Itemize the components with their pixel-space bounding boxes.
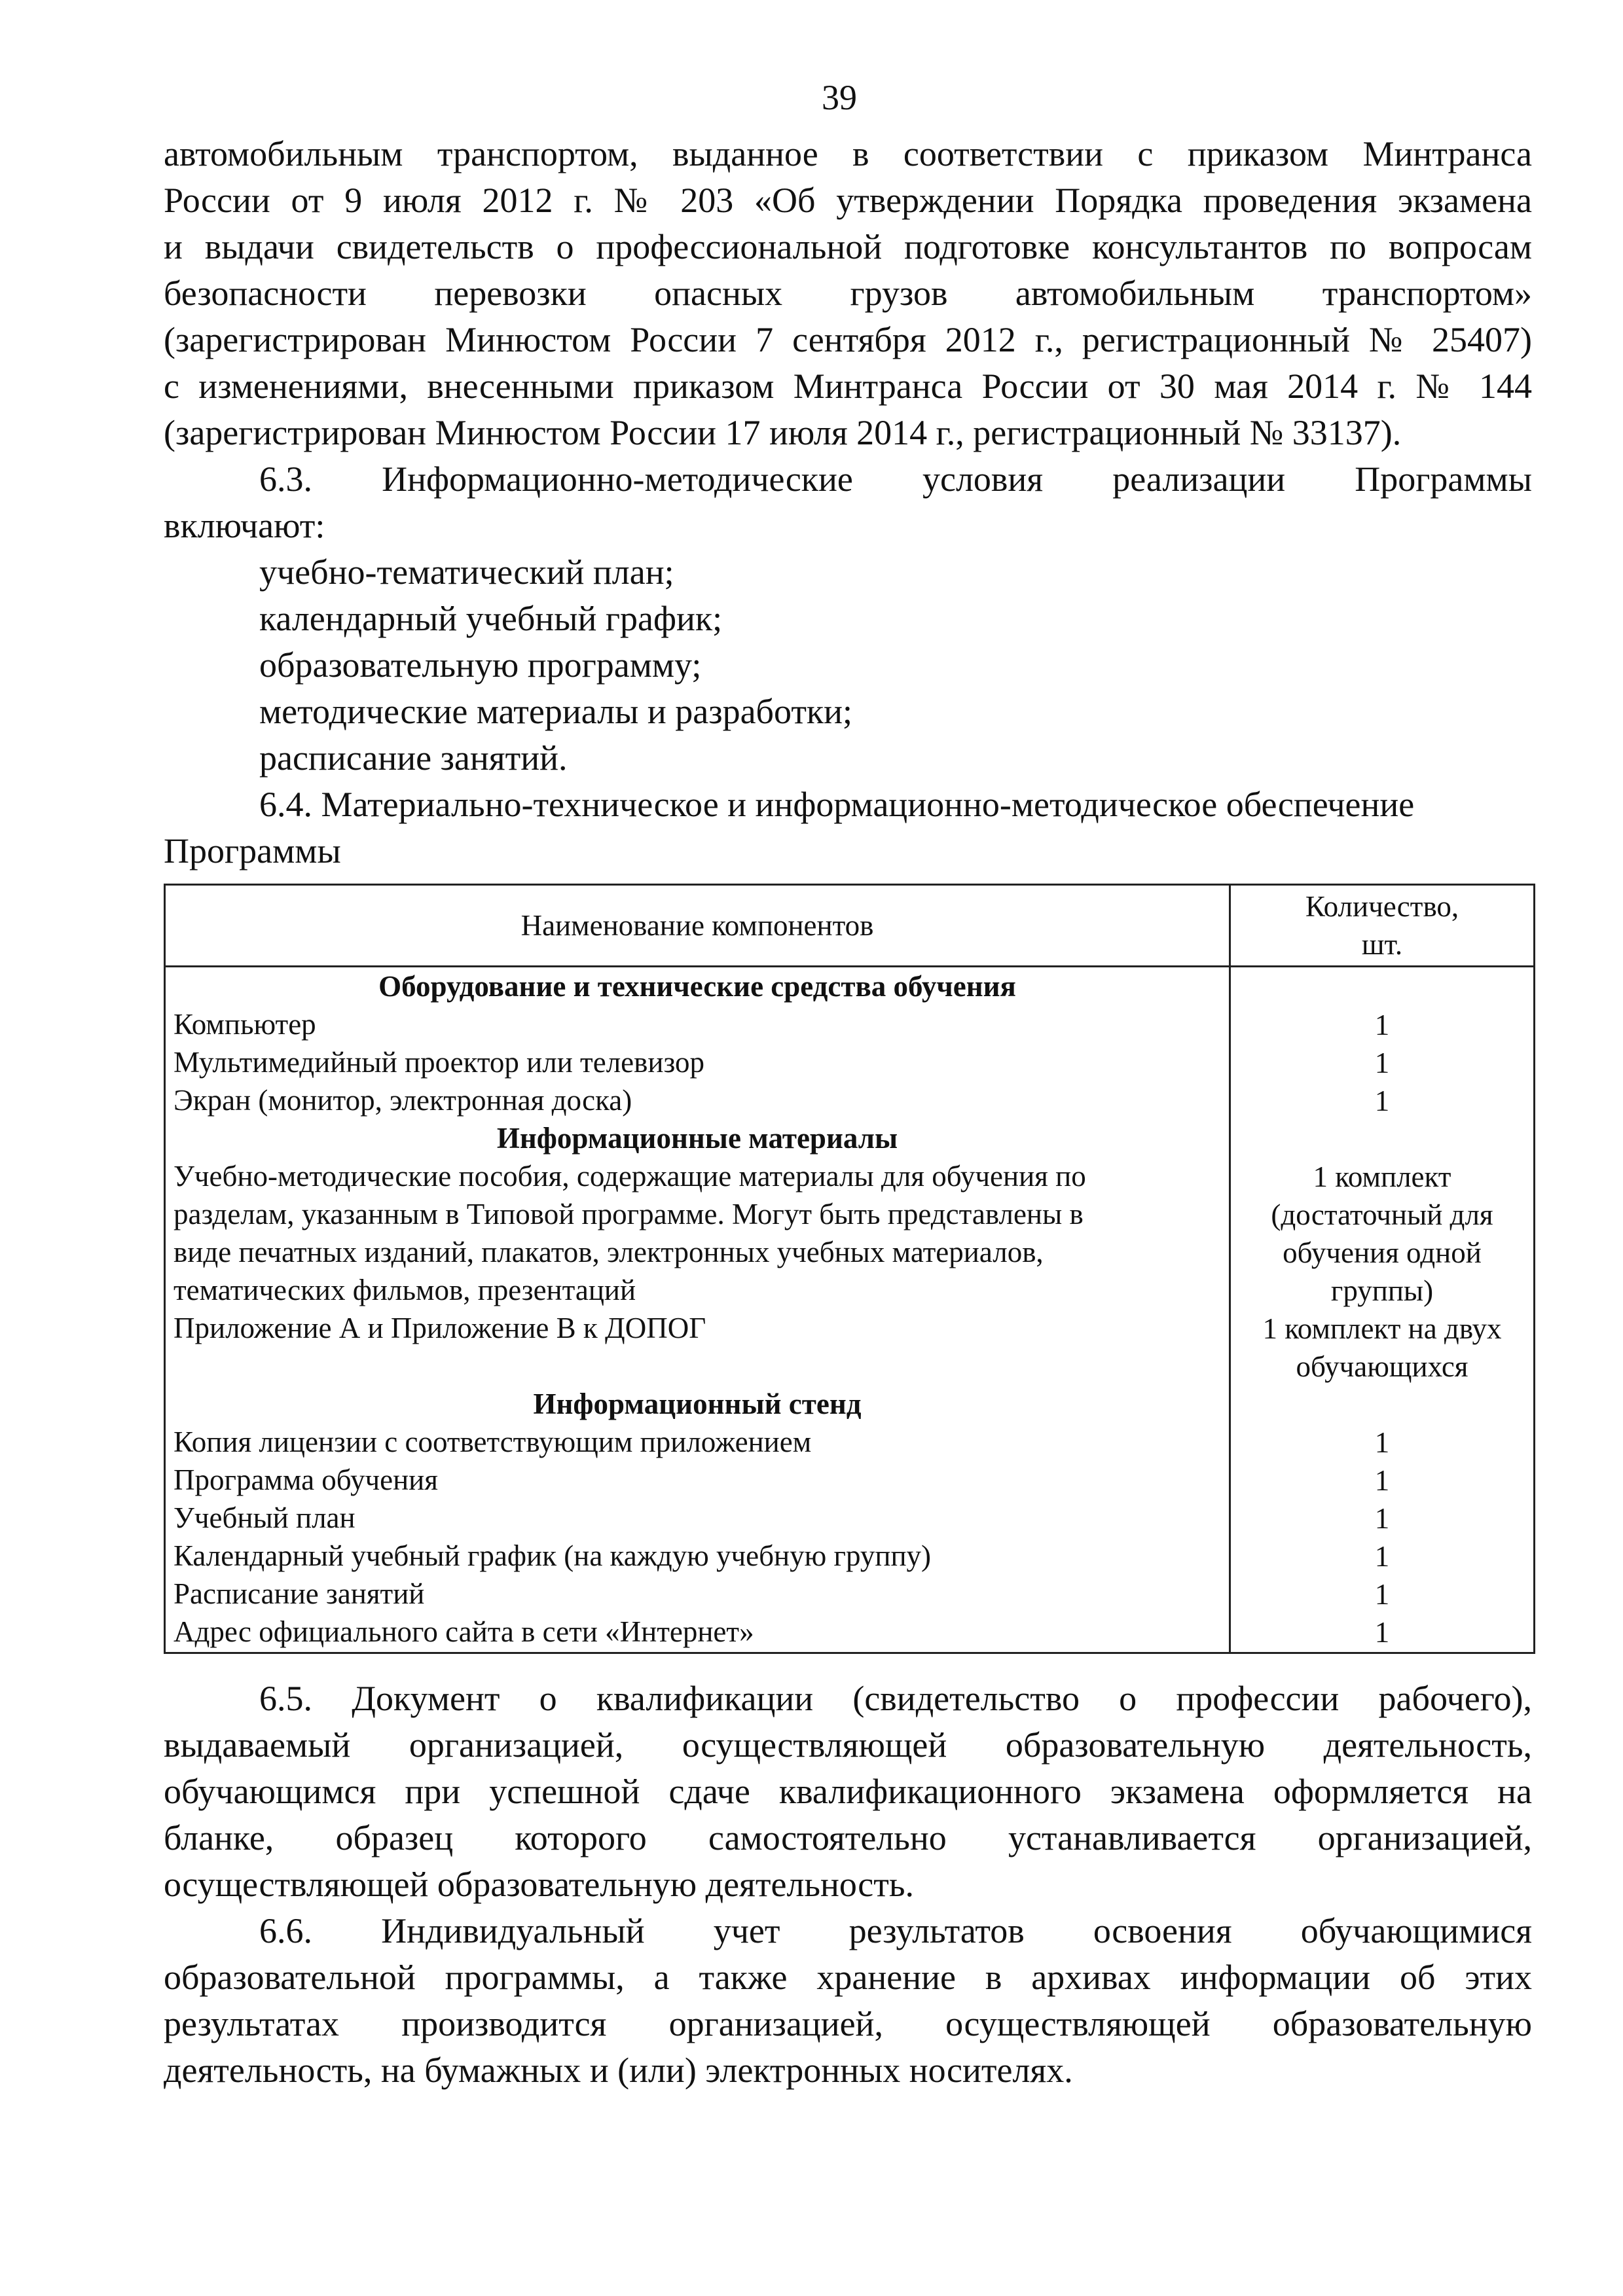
quantity-value: 1	[1374, 1085, 1390, 1117]
section-6-4-continuation: Программы	[164, 831, 341, 870]
table-header-row	[165, 885, 1535, 967]
list-item: образовательную программу;	[259, 645, 702, 685]
table-item: Расписание занятий	[173, 1577, 425, 1610]
paragraph-line: образовательной программы, а также хранение в архивах информации об этих	[164, 1958, 1532, 1997]
quantity-value: обучающихся	[1296, 1350, 1468, 1383]
header-quantity	[1230, 885, 1535, 967]
paragraph-line: обучающимся при успешной сдаче квалификационного экзамена оформляется на	[164, 1772, 1532, 1811]
table-item: Экран (монитор, электронная доска)	[173, 1084, 632, 1117]
table-body-row	[165, 967, 1535, 1653]
paragraph-line: и выдачи свидетельств о профессиональной подготовке консультантов по вопросам	[164, 227, 1532, 266]
quantity-value: 1	[1374, 1578, 1390, 1611]
table-item: Приложение А и Приложение В к ДОПОГ	[173, 1312, 706, 1344]
spacer	[173, 1347, 1221, 1385]
table-item: тематических фильмов, презентаций	[173, 1274, 636, 1306]
paragraph-line: 6.5. Документ о квалификации (свидетельство о профессии рабочего),	[259, 1679, 1532, 1718]
paragraph-line: бланке, образец которого самостоятельно устанавливается организацией,	[164, 1818, 1532, 1857]
section-title-stand: Информационный стенд	[533, 1388, 862, 1420]
quantity-value: обучения одной	[1283, 1236, 1482, 1269]
list-item: учебно-тематический план;	[259, 552, 674, 592]
quantity-value: (достаточный для	[1271, 1198, 1493, 1231]
quantity-value: 1 комплект на двух	[1262, 1312, 1502, 1345]
table-item: Календарный учебный график (на каждую учебную группу)	[173, 1539, 932, 1572]
quantity-value: 1	[1374, 1426, 1390, 1459]
paragraph-line: результатах производится организацией, осуществляющей образовательную	[164, 2004, 1532, 2043]
components-table	[164, 884, 1535, 1654]
quantity-value: 1	[1374, 1009, 1390, 1041]
list-item: методические материалы и разработки;	[259, 692, 853, 731]
table-item: Адрес официального сайта в сети «Интернет»	[173, 1615, 754, 1648]
paragraph-line: России от 9 июля 2012 г. № 203 «Об утверждении Порядка проведения экзамена	[164, 181, 1532, 220]
quantity-value: 1	[1374, 1502, 1390, 1535]
table-item: Учебный план	[173, 1501, 356, 1534]
quantity-value: 1 комплект	[1313, 1160, 1451, 1193]
paragraph-line: автомобильным транспортом, выданное в соответствии с приказом Минтранса	[164, 134, 1532, 173]
table-item: виде печатных изданий, плакатов, электронных учебных материалов,	[173, 1236, 1044, 1268]
table-item: Мультимедийный проектор или телевизор	[173, 1046, 704, 1079]
list-item: расписание занятий.	[259, 738, 568, 778]
header-quantity-unit: шт.	[1361, 928, 1403, 961]
quantity-value: группы)	[1330, 1274, 1434, 1307]
quantity-value: 1	[1374, 1047, 1390, 1079]
page-number: 39	[822, 78, 857, 117]
paragraph-line: (зарегистрирован Минюстом России 17 июля 2014 г., регистрационный № 33137).	[164, 413, 1402, 452]
quantity-value: 1	[1374, 1464, 1390, 1497]
intro-paragraph	[164, 131, 1532, 874]
spacer	[1231, 968, 1533, 1006]
spacer	[1231, 1386, 1533, 1424]
paragraph-line: безопасности перевозки опасных грузов автомобильным транспортом»	[164, 274, 1532, 313]
quantity-value: 1	[1374, 1616, 1390, 1649]
table-item: Программа обучения	[173, 1463, 438, 1496]
list-item: календарный учебный график;	[259, 599, 723, 638]
paragraph-line: деятельность, на бумажных и (или) электронных носителях.	[164, 2051, 1073, 2090]
table-item: разделам, указанным в Типовой программе. Могут быть представлены в	[173, 1198, 1084, 1230]
section-6-4-heading: 6.4. Материально-техническое и информационно-методическое обеспечение	[259, 785, 1415, 824]
table-item: Учебно-методические пособия, содержащие материалы для обучения по	[173, 1160, 1086, 1193]
paragraph-line: 6.6. Индивидуальный учет результатов освоения обучающимися	[259, 1911, 1532, 1950]
section-6-3-heading: 6.3. Информационно-методические условия реализации Программы	[259, 459, 1532, 499]
table-item: Компьютер	[173, 1008, 316, 1041]
header-quantity-line: Количество,	[1305, 890, 1459, 923]
paragraph-line: с изменениями, внесенными приказом Минтранса России от 30 мая 2014 г. № 144	[164, 367, 1532, 406]
section-title-materials: Информационные материалы	[496, 1122, 898, 1155]
names-column	[165, 967, 1230, 1653]
paragraph-line: (зарегистрирован Минюстом России 7 сентября 2012 г., регистрационный № 25407)	[164, 320, 1532, 359]
header-name: Наименование компонентов	[165, 885, 1230, 967]
quantity-value: 1	[1374, 1540, 1390, 1573]
paragraph-line: осуществляющей образовательную деятельность.	[164, 1865, 914, 1904]
section-6-6-paragraph	[164, 1908, 1532, 2094]
table-item: Копия лицензии с соответствующим приложением	[173, 1426, 812, 1458]
components-table-wrapper	[164, 884, 1535, 1654]
section-6-5-paragraph	[164, 1676, 1532, 1908]
section-6-3-continuation: включают:	[164, 506, 325, 545]
spacer	[1231, 1120, 1533, 1158]
section-title-equipment: Оборудование и технические средства обучения	[378, 970, 1016, 1003]
quantity-column	[1230, 967, 1535, 1653]
paragraph-line: выдаваемый организацией, осуществляющей образовательную деятельность,	[164, 1725, 1532, 1765]
